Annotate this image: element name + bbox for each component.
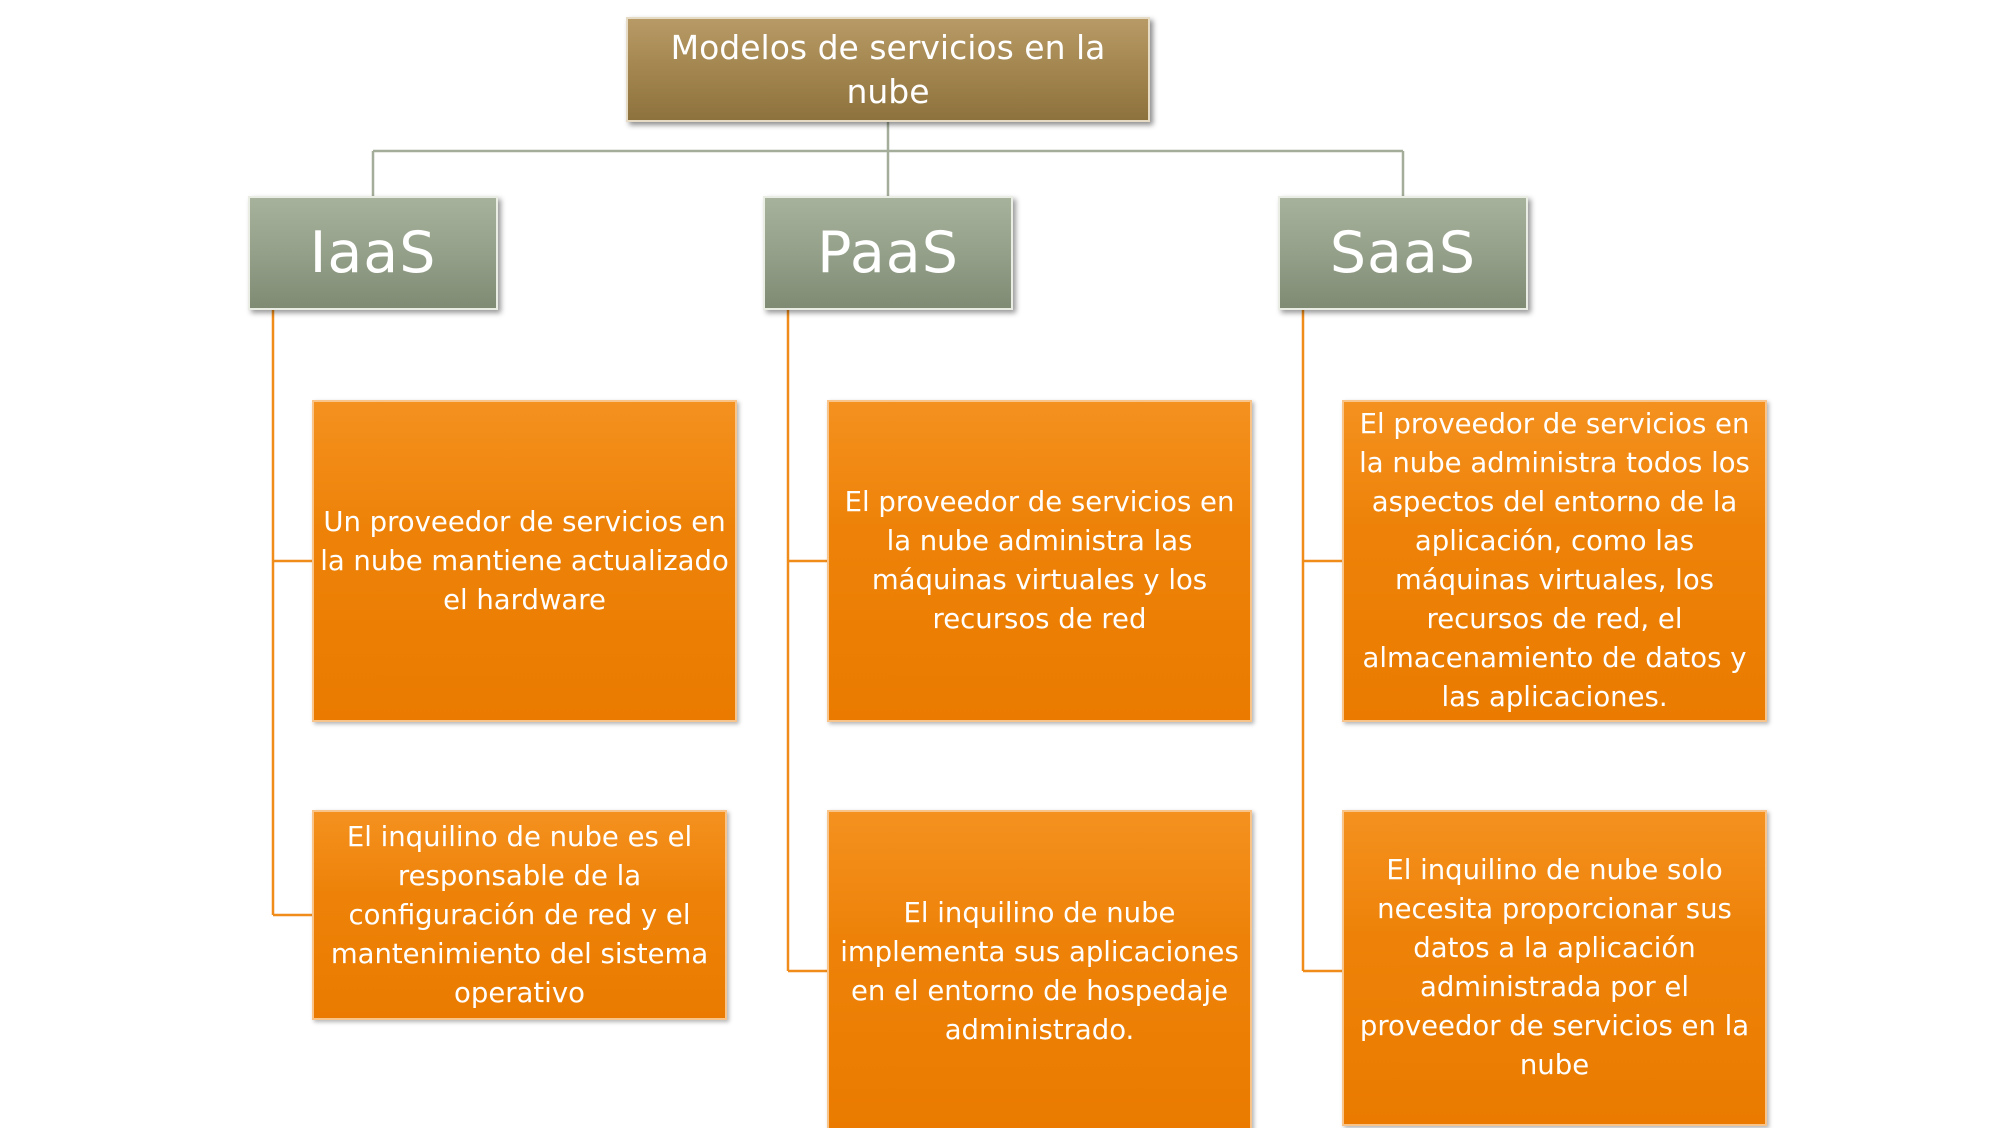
- category-label-paas: PaaS: [817, 220, 959, 286]
- paas-item-2: [827, 810, 1252, 1128]
- saas-item-1-text: El proveedor de servicios en la nube administra todos los aspectos del entorno de la aplicación, como las máquinas virtuales, los recursos de red, el almacenamiento de datos y las aplicaciones.: [1359, 408, 1750, 713]
- category-node-iaas: [248, 196, 498, 310]
- iaas-item-1: [312, 400, 737, 722]
- saas-item-2-text: El inquilino de nube solo necesita proporcionar sus datos a la aplicación administrada por el proveedor de servicios en la nube: [1359, 854, 1750, 1081]
- saas-item-1: [1342, 400, 1767, 722]
- category-node-paas: [763, 196, 1013, 310]
- paas-item-2-text: El inquilino de nube implementa sus aplicaciones en el entorno de hospedaje administrado.: [840, 897, 1239, 1046]
- paas-item-1-text: El proveedor de servicios en la nube administra las máquinas virtuales y los recursos de red: [844, 486, 1235, 635]
- saas-item-2: [1342, 810, 1767, 1126]
- category-node-saas: [1278, 196, 1528, 310]
- root-node-label: Modelos de servicios en la nube: [670, 27, 1106, 111]
- category-label-saas: SaaS: [1329, 220, 1477, 286]
- paas-item-1: [827, 400, 1252, 722]
- iaas-item-2: [312, 810, 727, 1020]
- category-label-iaas: IaaS: [309, 220, 437, 286]
- iaas-item-2-text: El inquilino de nube es el responsable de la configuración de red y el mantenimiento del sistema operativo: [330, 820, 709, 1009]
- root-connectors: [373, 122, 1403, 196]
- iaas-item-1-text: Un proveedor de servicios en la nube mantiene actualizado el hardware: [320, 505, 729, 616]
- root-node: [626, 17, 1150, 122]
